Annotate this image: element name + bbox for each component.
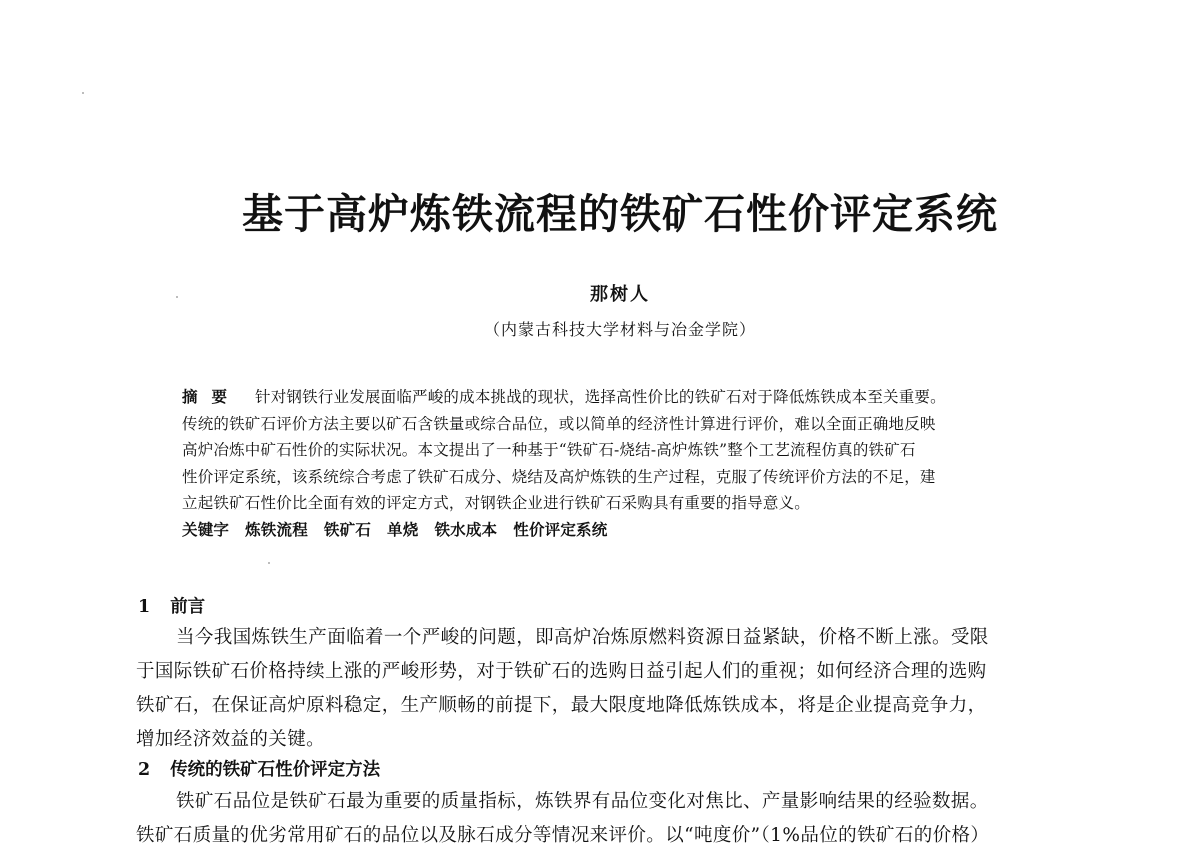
paragraph-line: 铁矿石质量的优劣常用矿石的品位以及脉石成分等情况来评价。以“吨度价”（1%品位的铁矿石的价格）	[136, 825, 990, 846]
abstract-line: 传统的铁矿石评价方法主要以矿石含铁量或综合品位，或以简单的经济性计算进行评价，难以全面正确地反映	[182, 414, 936, 433]
section-number: 1	[138, 597, 151, 617]
paper-affiliation: （内蒙古科技大学材料与冶金学院）	[483, 320, 756, 339]
abstract-line: 高炉冶炼中矿石性价的实际状况。本文提出了一种基于“铁矿石-烧结-高炉炼铁”整个工艺流程仿真的铁矿石	[182, 441, 916, 459]
section-number: 2	[138, 760, 151, 780]
section-heading	[138, 757, 380, 783]
paragraph-line: 增加经济效益的关键。	[136, 729, 326, 750]
scan-speck	[268, 562, 270, 564]
paper-author: 那树人	[590, 284, 650, 305]
keyword: 单烧	[387, 519, 419, 539]
section-title: 前言	[170, 597, 206, 617]
paragraph-line: 于国际铁矿石价格持续上涨的严峻形势，对于铁矿石的选购日益引起人们的重视；如何经济合理的选购	[136, 661, 987, 682]
section-paragraph	[136, 785, 1116, 853]
abstract-line: 性价评定系统，该系统综合考虑了铁矿石成分、烧结及高炉炼铁的生产过程，克服了传统评价方法的不足，建	[182, 467, 936, 486]
keyword: 铁水成本	[434, 519, 498, 539]
paragraph-line: 铁矿石，在保证高炉原料稳定，生产顺畅的前提下，最大限度地降低炼铁成本，将是企业提高竞争力，	[136, 695, 987, 716]
section-heading	[138, 594, 205, 620]
keyword: 性价评定系统	[513, 519, 608, 539]
section-title: 传统的铁矿石性价评定方法	[170, 760, 381, 780]
abstract-block	[182, 384, 1062, 543]
paragraph-line: 当今我国炼铁生产面临着一个严峻的问题，即高炉冶炼原燃料资源日益紧缺，价格不断上涨。受限	[176, 627, 989, 648]
scan-speck	[82, 92, 84, 94]
keyword: 铁矿石	[323, 519, 372, 539]
abstract-label: 摘要	[182, 387, 242, 406]
paper-title: 基于高炉炼铁流程的铁矿石性价评定系统	[242, 190, 998, 238]
abstract-text: 针对钢铁行业发展面临严峻的成本挑战的现状，选择高性价比的铁矿石对于降低炼铁成本至关重要。	[255, 388, 946, 406]
section-paragraph	[136, 621, 1116, 757]
abstract-line: 立起铁矿石性价比全面有效的评定方式，对钢铁企业进行铁矿石采购具有重要的指导意义。	[182, 494, 811, 512]
keywords-line	[182, 517, 1062, 544]
paragraph-line: 铁矿石品位是铁矿石最为重要的质量指标，炼铁界有品位变化对焦比、产量影响结果的经验数据。	[176, 791, 989, 812]
keyword: 炼铁流程	[245, 519, 308, 539]
abstract-line	[182, 384, 1062, 411]
keywords-label: 关键字	[182, 519, 230, 539]
